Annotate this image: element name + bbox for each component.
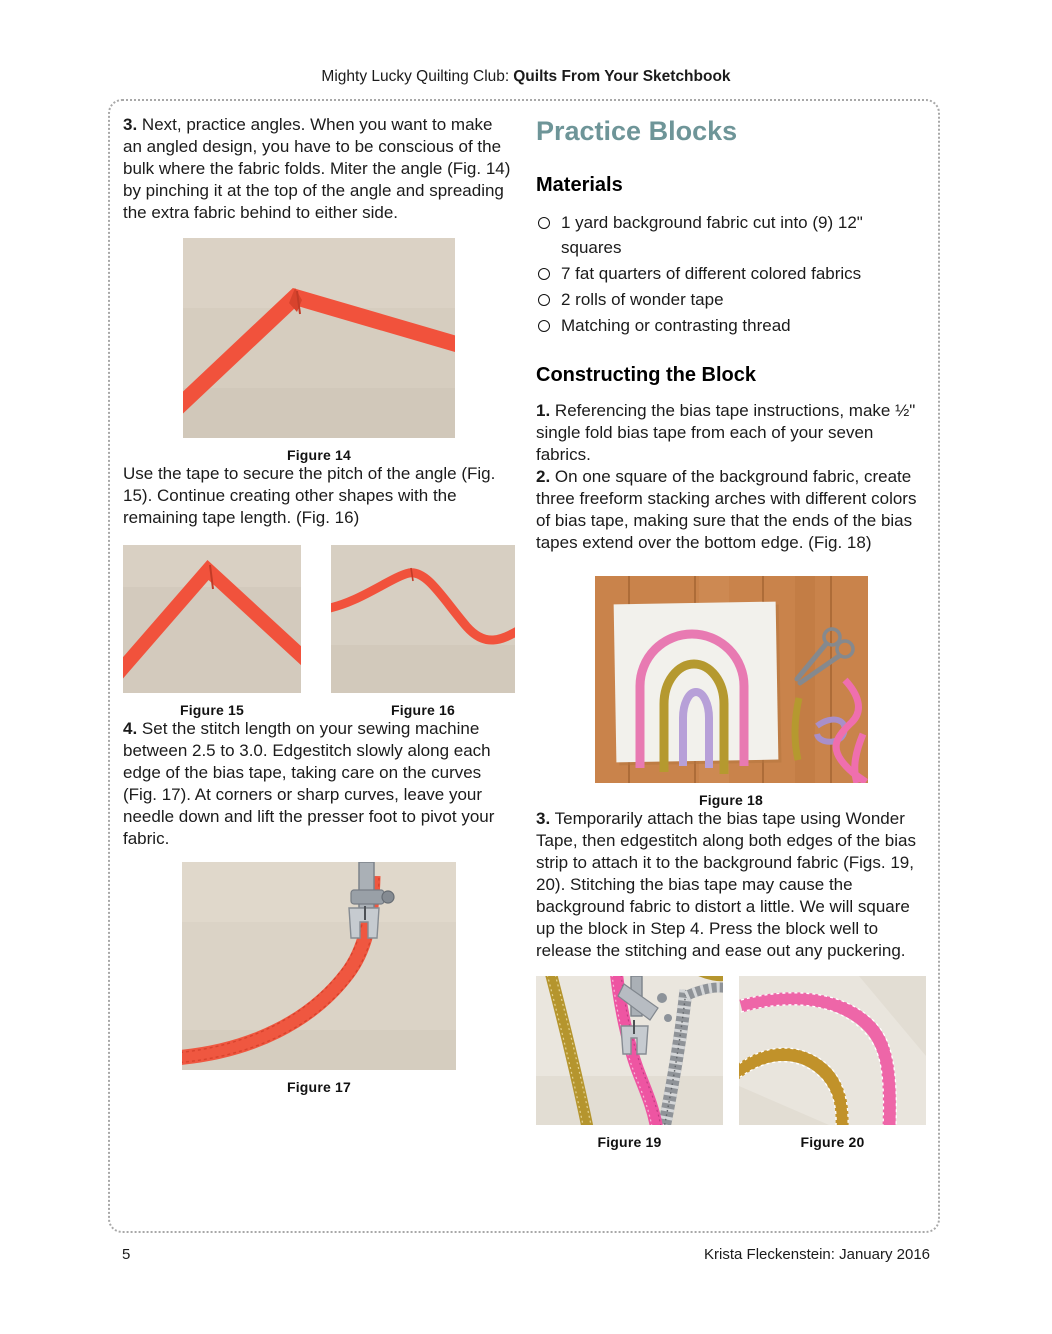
figure-19-caption: Figure 19 [597, 1134, 662, 1150]
circle-bullet-icon [538, 294, 550, 306]
paragraph-step-3 [123, 114, 515, 224]
material-item [536, 287, 926, 312]
left-column [123, 114, 515, 1231]
content-frame [108, 99, 940, 1233]
figure-17 [182, 862, 456, 1095]
circle-bullet-icon [538, 217, 550, 229]
paragraph-step-1 [536, 400, 926, 466]
figure-16-photo-curved-peak [331, 545, 515, 693]
paragraph-use-tape: Use the tape to secure the pitch of the angle (Fig. 15). Continue creating other shapes with the remaining tape length. (Fig. 16) [123, 464, 496, 527]
step-number: 3. [123, 115, 138, 134]
figure-18 [595, 576, 868, 808]
header-book-title: Quilts From Your Sketchbook [513, 68, 731, 85]
figure-15-photo-sharp-angle [123, 545, 301, 693]
step-number: 2. [536, 467, 551, 486]
figure-row-19-20 [536, 976, 926, 1150]
material-item [536, 261, 926, 286]
header-club-name: Mighty Lucky Quilting Club: [321, 68, 510, 85]
figure-14-caption: Figure 14 [286, 447, 352, 463]
figure-17-photo-edgestitching [182, 862, 456, 1070]
circle-bullet-icon [538, 320, 550, 332]
figure-17-caption: Figure 17 [286, 1079, 352, 1095]
figure-row-15-16 [123, 545, 515, 718]
step-text: On one square of the background fabric, create three freeform stacking arches with different colors of bias tape, making sure that the ends of the bias tapes extend over the bottom edge. (Fig. 18) [536, 467, 917, 552]
right-column [536, 114, 926, 1231]
page-number: 5 [122, 1246, 131, 1263]
figure-15-caption: Figure 15 [179, 702, 245, 718]
figure-18-photo-rainbow-arches [595, 576, 868, 783]
material-text: 7 fat quarters of different colored fabrics [561, 264, 862, 283]
figure-16 [331, 545, 515, 718]
paragraph-step-3-right [536, 808, 926, 962]
circle-bullet-icon [538, 268, 550, 280]
step-number: 4. [123, 719, 138, 738]
materials-heading: Materials [536, 174, 623, 196]
figure-19-photo-stitching-tapes [536, 976, 723, 1125]
figure-14 [183, 238, 455, 463]
page-header [0, 68, 1052, 86]
paragraph-step-4 [123, 718, 515, 850]
figure-20 [739, 976, 926, 1150]
figure-14-photo-mitered-angle [183, 238, 455, 438]
author-credit: Krista Fleckenstein: January 2016 [704, 1246, 930, 1263]
section-title: Practice Blocks [536, 116, 738, 146]
step-number: 1. [536, 401, 551, 420]
step-number: 3. [536, 809, 551, 828]
page-footer [122, 1246, 930, 1263]
figure-20-caption: Figure 20 [800, 1134, 865, 1150]
material-text: 2 rolls of wonder tape [561, 290, 724, 309]
material-text: 1 yard background fabric cut into (9) 12" squares [561, 213, 863, 257]
step-text: Referencing the bias tape instructions, make ½" single fold bias tape from each of your seven fabrics. [536, 401, 916, 464]
step-text: Next, practice angles. When you want to make an angled design, you have to be conscious of the bulk where the fabric folds. Miter the angle (Fig. 14) by pinching it at the top of the angle and spreading the extra fabric behind to either side. [123, 115, 511, 222]
step-text: Temporarily attach the bias tape using Wonder Tape, then edgestitch along both edges of the bias strip to attach it to the background fabric (Figs. 19, 20). Stitching the bias tape may cause the background fabric to distort a little. We will square up the block in Step 4. Press the block well to release the stitching and ease out any puckering. [536, 809, 916, 960]
figure-15 [123, 545, 301, 718]
figure-20-photo-stitched-arches [739, 976, 926, 1125]
step-text: Set the stitch length on your sewing machine between 2.5 to 3.0. Edgestitch slowly along each edge of the bias tape, taking care on the curves (Fig. 17). At corners or sharp curves, leave your needle down and lift the presser foot to pivot your fabric. [123, 719, 495, 848]
figure-19 [536, 976, 723, 1150]
materials-list [536, 210, 926, 338]
material-item [536, 210, 926, 260]
constructing-heading: Constructing the Block [536, 364, 757, 386]
paragraph-step-2 [536, 466, 926, 554]
material-item [536, 313, 926, 338]
mustard-tape-corner [696, 976, 723, 977]
figure-16-caption: Figure 16 [390, 702, 456, 718]
figure-18-caption: Figure 18 [698, 792, 764, 808]
material-text: Matching or contrasting thread [561, 316, 791, 335]
mustard-tape-scrap [795, 698, 799, 760]
